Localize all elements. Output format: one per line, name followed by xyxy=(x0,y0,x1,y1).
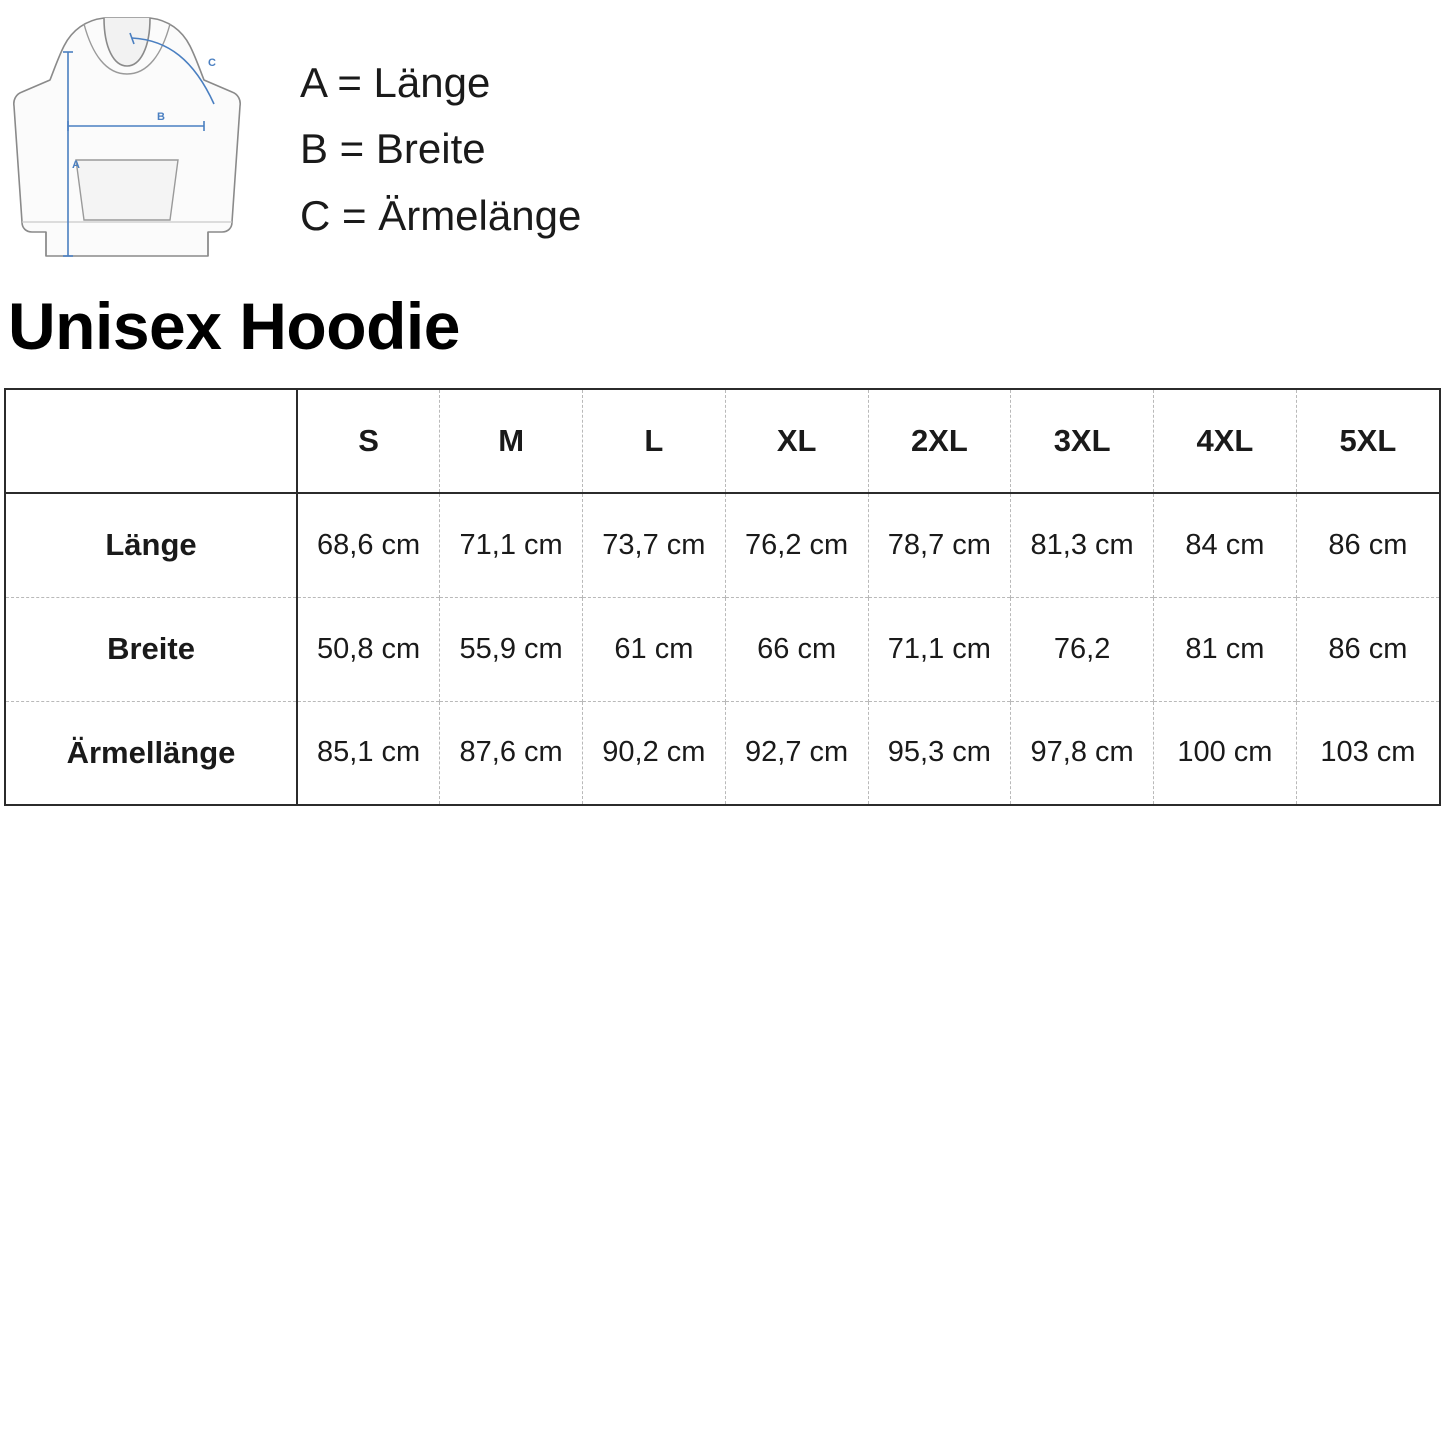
table-row xyxy=(6,493,1439,597)
cell-aermellaenge-2xl: 95,3 cm xyxy=(868,701,1011,805)
cell-aermellaenge-m: 87,6 cm xyxy=(440,701,583,805)
cell-aermellaenge-s: 85,1 cm xyxy=(297,701,440,805)
col-header-s: S xyxy=(297,389,440,493)
legend-line-a: A = Länge xyxy=(300,59,491,106)
cell-laenge-4xl: 84 cm xyxy=(1154,493,1297,597)
col-header-2xl: 2XL xyxy=(868,389,1011,493)
table-header-row xyxy=(6,389,1439,493)
legend-line-c: C = Ärmelänge xyxy=(300,191,582,239)
col-header-3xl: 3XL xyxy=(1011,389,1154,493)
cell-breite-s: 50,8 cm xyxy=(297,597,440,701)
hoodie-diagram xyxy=(8,8,248,266)
col-header-m: M xyxy=(440,389,583,493)
col-header-5xl: 5XL xyxy=(1339,423,1397,458)
legend-area xyxy=(0,0,1445,268)
row-header-laenge: Länge xyxy=(6,493,297,597)
table-row xyxy=(6,597,1439,701)
row-header-aermellaenge: Ärmellänge xyxy=(6,701,297,805)
cell-breite-l: 61 cm xyxy=(583,597,726,701)
cell-laenge-l: 73,7 cm xyxy=(583,493,726,597)
col-header-xl: XL xyxy=(725,389,868,493)
cell-aermellaenge-xl: 92,7 cm xyxy=(725,701,868,805)
cell-breite-xl: 66 cm xyxy=(725,597,868,701)
size-table xyxy=(6,388,1439,806)
cell-aermellaenge-5xl: 103 cm xyxy=(1320,736,1416,769)
cell-breite-3xl: 76,2 xyxy=(1011,597,1154,701)
cell-laenge-2xl: 78,7 cm xyxy=(868,493,1011,597)
cell-laenge-3xl: 81,3 cm xyxy=(1011,493,1154,597)
row-header-breite: Breite xyxy=(6,597,297,701)
cell-breite-m: 55,9 cm xyxy=(440,597,583,701)
page-title: Unisex Hoodie xyxy=(8,289,460,363)
cell-aermellaenge-3xl: 97,8 cm xyxy=(1011,701,1154,805)
table-row xyxy=(6,701,1439,805)
col-header-4xl: 4XL xyxy=(1154,389,1297,493)
cell-aermellaenge-4xl: 100 cm xyxy=(1154,701,1297,805)
cell-laenge-5xl: 86 cm xyxy=(1328,528,1408,561)
size-table-body xyxy=(6,493,1439,805)
cell-breite-5xl: 86 cm xyxy=(1328,632,1408,665)
table-corner-cell xyxy=(6,389,297,493)
svg-text:B: B xyxy=(157,111,165,123)
col-header-l: L xyxy=(583,389,726,493)
cell-breite-4xl: 81 cm xyxy=(1154,597,1297,701)
svg-text:A: A xyxy=(72,159,80,171)
legend-list xyxy=(300,50,581,249)
cell-laenge-m: 71,1 cm xyxy=(440,493,583,597)
cell-breite-2xl: 71,1 cm xyxy=(868,597,1011,701)
cell-aermellaenge-l: 90,2 cm xyxy=(583,701,726,805)
cell-laenge-s: 68,6 cm xyxy=(297,493,440,597)
cell-laenge-xl: 76,2 cm xyxy=(725,493,868,597)
size-table-head xyxy=(6,389,1439,493)
svg-text:C: C xyxy=(208,57,216,69)
legend-line-b: B = Breite xyxy=(300,125,486,173)
size-table-wrap xyxy=(4,388,1441,806)
